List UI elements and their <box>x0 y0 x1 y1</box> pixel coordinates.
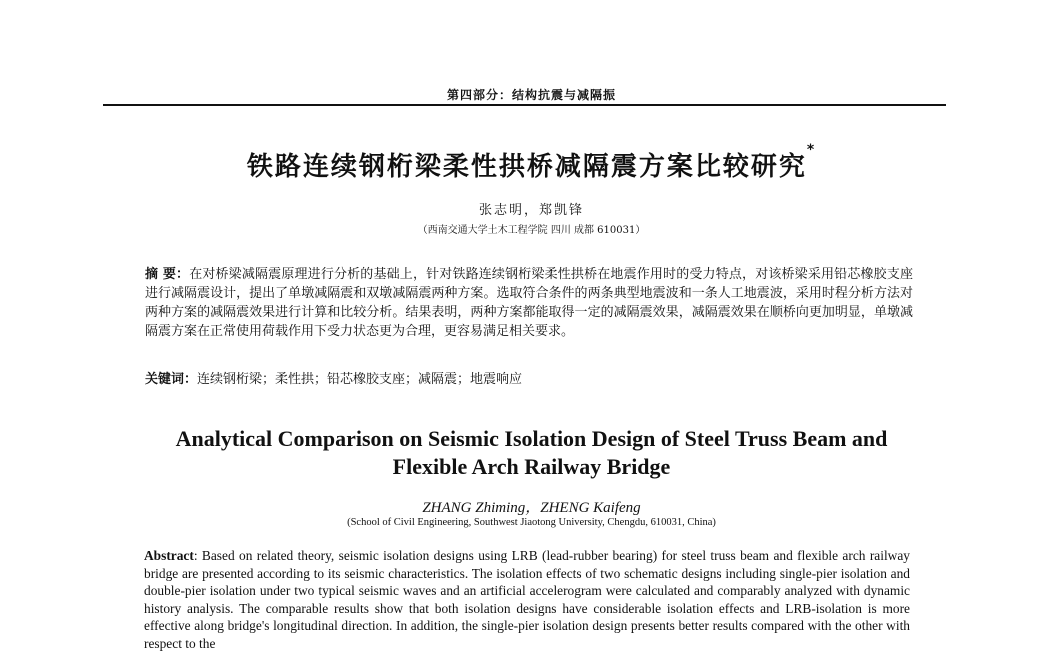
english-title <box>0 425 1063 481</box>
chinese-abstract <box>145 265 913 341</box>
chinese-keywords-label: 关键词： <box>145 372 198 387</box>
english-title-line2: Flexible Arch Railway Bridge <box>392 454 671 479</box>
english-title-line1: Analytical Comparison on Seismic Isolation Design of Steel Truss Beam and <box>175 426 888 451</box>
english-affiliation: (School of Civil Engineering, Southwest Jiaotong University, Chengdu, 610031, China) <box>347 517 716 528</box>
chinese-authors: 张志明，郑凯锋 <box>478 203 584 218</box>
english-abstract-label: Abstract <box>144 548 194 563</box>
english-abstract <box>144 547 910 653</box>
chinese-keywords <box>145 370 913 389</box>
chinese-title <box>0 142 1063 183</box>
chinese-abstract-label: 摘 要： <box>145 267 190 282</box>
header-rule <box>103 104 946 106</box>
chinese-abstract-text: 在对桥梁减隔震原理进行分析的基础上，针对铁路连续钢桁梁柔性拱桥在地震作用时的受力特点，对该桥梁采用铅芯橡胶支座进行减隔震设计，提出了单墩减隔震和双墩减隔震两种方案。选取符合条件的两条典型地震波和一条人工地震波，采用时程分析方法对两种方案的减隔震效果进行计算和比较分析。结果表明，两种方案都能取得一定的减隔震效果，减隔震效果在顺桥向更加明显，单墩减隔震方案在正常使用荷载作用下受力状态更为合理，更容易满足相关要求。 <box>145 267 913 339</box>
english-authors: ZHANG Zhiming，ZHENG Kaifeng <box>422 500 641 516</box>
english-abstract-text: : Based on related theory, seismic isolation designs using LRB (lead-rubber bearing) for steel truss beam and flexible arch railway bridge are presented according to its seismic characteristics. The isolation effects of two schematic designs including single-pier isolation and double-pier isolation under two typical seismic waves and an artificial accelerogram were calculated and comparably analyzed with dynamic history analysis. The comparable results show that both isolation designs have considerable isolation effects and LRB-isolation is more effective along bridge's longitudinal direction. In addition, the single-pier isolation design presents better results compared with the other with respect to the <box>144 548 910 651</box>
chinese-keywords-text: 连续钢桁梁；柔性拱；铅芯橡胶支座；减隔震；地震响应 <box>197 372 523 387</box>
running-header: 第四部分：结构抗震与减隔振 <box>446 88 616 102</box>
chinese-affiliation: （西南交通大学土木工程学院 四川 成都 610031） <box>417 225 646 236</box>
chinese-title-text: 铁路连续钢桁梁柔性拱桥减隔震方案比较研究 <box>246 152 807 182</box>
title-footnote-mark: * <box>806 142 817 158</box>
